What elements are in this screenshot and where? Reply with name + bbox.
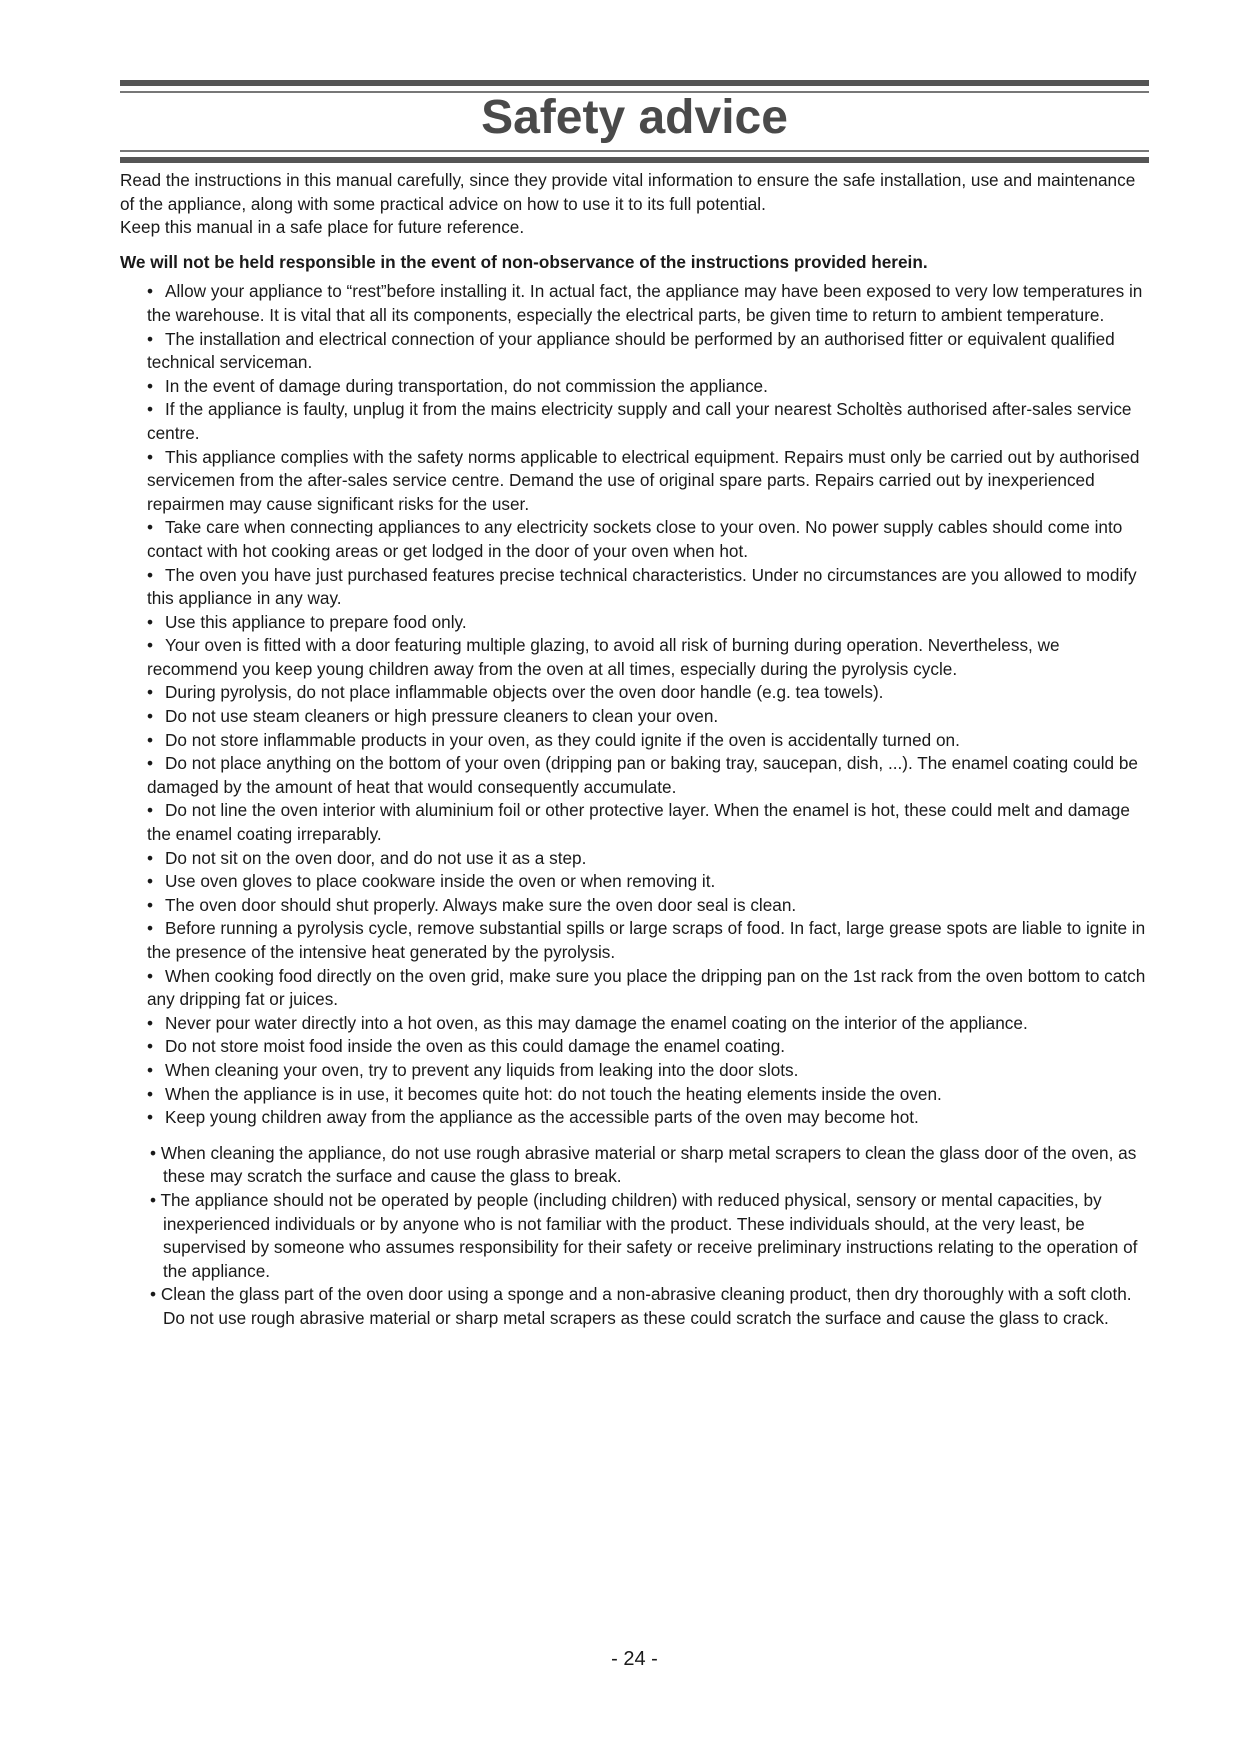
bullet-icon: • [147, 918, 154, 939]
bullet-icon: • [147, 517, 154, 538]
list-item-text: Your oven is fitted with a door featuring multiple glazing, to avoid all risk of burning during operation. Nevertheless, we recommend you keep young children away from the oven at all times, especially during the pyrolysis cycle. [147, 635, 1060, 679]
bullet-icon: • [147, 1012, 154, 1033]
bullet-icon: • [147, 1107, 154, 1128]
list-item [147, 870, 1150, 894]
bullet-icon: • [147, 328, 154, 349]
list-item-text: Do not use steam cleaners or high pressure cleaners to clean your oven. [165, 706, 719, 727]
list-item [150, 1283, 1150, 1330]
bullet-icon: • [150, 1189, 157, 1210]
list-item [147, 398, 1150, 445]
list-item [147, 611, 1150, 635]
bullet-icon: • [147, 800, 154, 821]
list-item-text: Do not store inflammable products in your oven, as they could ignite if the oven is accidentally turned on. [165, 729, 960, 750]
list-item-text: Allow your appliance to “rest”before installing it. In actual fact, the appliance may have been exposed to very low temperatures in the warehouse. It is vital that all its components, especially the electrical parts, be given time to return to ambient temperature. [147, 281, 1143, 325]
list-item-text: Do not place anything on the bottom of your oven (dripping pan or baking tray, saucepan, dish, ...). The enamel coating could be damaged by the amount of heat that would consequently accumulate. [147, 753, 1138, 797]
bullet-icon: • [147, 564, 154, 585]
bullet-icon: • [147, 965, 154, 986]
list-item-text: When cleaning your oven, try to prevent any liquids from leaking into the door slots. [165, 1059, 799, 1080]
list-item [147, 1035, 1150, 1059]
intro-keep-manual: Keep this manual in a safe place for future reference. [120, 217, 525, 238]
responsibility-warning: We will not be held responsible in the event of non-observance of the instructions provided herein. [120, 251, 928, 272]
bullet-icon: • [147, 871, 154, 892]
list-item-text: The oven you have just purchased features precise technical characteristics. Under no circumstances are you allowed to modify this appliance in any way. [147, 564, 1137, 609]
bullet-icon: • [147, 399, 154, 420]
list-item-text: When cooking food directly on the oven grid, make sure you place the dripping pan on the 1st rack from the oven bottom to catch any dripping fat or juices. [147, 965, 1146, 1010]
bullet-icon: • [147, 753, 154, 774]
list-item-text: The installation and electrical connection of your appliance should be performed by an authorised fitter or equivalent qualified technical serviceman. [147, 328, 1115, 373]
list-item [150, 1189, 1150, 1283]
list-item [147, 705, 1150, 729]
bullet-icon: • [147, 682, 154, 703]
list-item [147, 1059, 1150, 1083]
document-body [120, 169, 1150, 1331]
bullet-icon: • [147, 894, 154, 915]
bullet-icon: • [147, 635, 154, 656]
list-item-text: When the appliance is in use, it becomes quite hot: do not touch the heating elements inside the oven. [165, 1083, 942, 1104]
list-item-text: Do not line the oven interior with aluminium foil or other protective layer. When the enamel is hot, these could melt and damage the enamel coating irreparably. [147, 800, 1130, 845]
list-item [147, 681, 1150, 705]
list-item-text: Use this appliance to prepare food only. [165, 611, 467, 632]
list-item-text: When cleaning the appliance, do not use rough abrasive material or sharp metal scrapers to clean the glass door of the oven, as these may scratch the surface and cause the glass to break. [160, 1142, 1137, 1187]
safety-list-indented [120, 1142, 1150, 1331]
bullet-icon: • [147, 375, 154, 396]
bullet-icon: • [147, 847, 154, 868]
list-item-text: The appliance should not be operated by people (including children) with reduced physical, sensory or mental capacities, by inexperienced individuals or by anyone who is not familiar with the product. These individuals should, at the very least, be supervised by someone who assumes responsibility for their safety or receive preliminary instructions relating to the operation of the appliance. [160, 1189, 1138, 1281]
list-item-text: Do not sit on the oven door, and do not use it as a step. [165, 847, 587, 868]
list-item [147, 280, 1150, 327]
bullet-icon: • [147, 1059, 154, 1080]
list-item-text: Use oven gloves to place cookware inside the oven or when removing it. [165, 871, 716, 892]
list-item-text: Take care when connecting appliances to any electricity sockets close to your oven. No power supply cables should come into contact with hot cooking areas or get lodged in the door of your oven when hot. [147, 517, 1123, 561]
list-item [147, 752, 1150, 799]
bullet-icon: • [147, 1036, 154, 1057]
list-item [147, 1106, 1150, 1130]
list-item [147, 564, 1150, 611]
bullet-icon: • [150, 1142, 157, 1163]
list-item [147, 1012, 1150, 1036]
list-item-text: Before running a pyrolysis cycle, remove substantial spills or large scraps of food. In fact, large grease spots are liable to ignite in the presence of the intensive heat generated by the pyrolysis. [147, 918, 1146, 962]
bullet-icon: • [147, 611, 154, 632]
bullet-icon: • [147, 446, 154, 467]
list-item [147, 516, 1150, 563]
bullet-icon: • [147, 729, 154, 750]
list-item [147, 847, 1150, 871]
list-item [147, 634, 1150, 681]
list-item-text: The oven door should shut properly. Always make sure the oven door seal is clean. [165, 894, 797, 915]
list-item-text: Clean the glass part of the oven door using a sponge and a non-abrasive cleaning product, then dry thoroughly with a soft cloth. Do not use rough abrasive material or sharp metal scrapers as these could scratch the surface and cause the glass to crack. [160, 1284, 1132, 1328]
list-item [147, 917, 1150, 964]
list-item-text: If the appliance is faulty, unplug it from the mains electricity supply and call your nearest Scholtès authorised after-sales service centre. [147, 399, 1132, 443]
list-item-text: During pyrolysis, do not place inflammable objects over the oven door handle (e.g. tea towels). [165, 682, 884, 703]
title-divider [120, 150, 1149, 163]
page-number: - 24 - [611, 1648, 658, 1670]
list-item-text: In the event of damage during transportation, do not commission the appliance. [165, 375, 768, 396]
bullet-icon: • [147, 706, 154, 727]
list-item [147, 799, 1150, 846]
bullet-icon: • [147, 1083, 154, 1104]
list-item [147, 328, 1150, 375]
bullet-icon: • [147, 281, 154, 302]
list-item [147, 965, 1150, 1012]
list-item [147, 1083, 1150, 1107]
bullet-icon: • [150, 1284, 157, 1305]
list-item-text: This appliance complies with the safety norms applicable to electrical equipment. Repairs must only be carried out by authorised servicemen from the after-sales service centre. Demand the use of original spare parts. Repairs carried out by inexperienced repairmen may cause significant risks for the user. [147, 446, 1140, 514]
list-item [147, 894, 1150, 918]
list-item [147, 446, 1150, 517]
list-item-text: Keep young children away from the appliance as the accessible parts of the oven may become hot. [165, 1107, 919, 1128]
list-item [147, 729, 1150, 753]
intro-paragraph: Read the instructions in this manual carefully, since they provide vital information to ensure the safe installation, use and maintenance of the appliance, along with some practical advice on how to use it to its full potential. [120, 170, 1136, 214]
list-item-text: Do not store moist food inside the oven as this could damage the enamel coating. [165, 1036, 786, 1057]
list-item [150, 1142, 1150, 1189]
page-title: Safety advice [481, 91, 788, 144]
safety-list [120, 280, 1150, 1129]
list-item [147, 375, 1150, 399]
list-item-text: Never pour water directly into a hot oven, as this may damage the enamel coating on the interior of the appliance. [165, 1012, 1028, 1033]
